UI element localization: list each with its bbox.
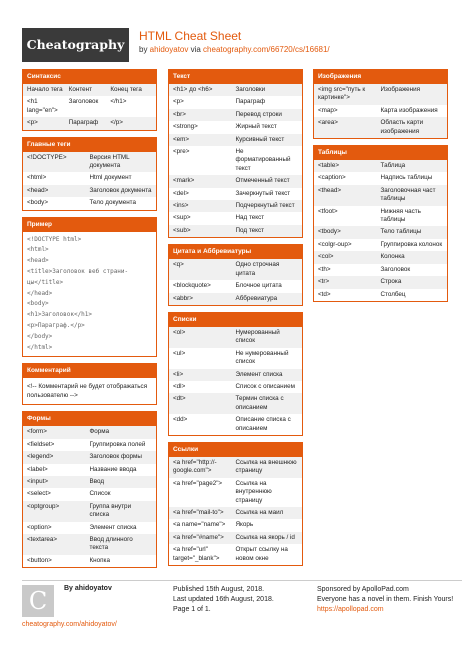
section-tables <box>313 145 448 302</box>
table-row <box>169 175 302 187</box>
table-row <box>169 146 302 175</box>
author-profile-link[interactable]: cheatography.com/ahidoyatov/ <box>22 621 117 628</box>
tag-cell: <li> <box>173 370 184 378</box>
table-row <box>314 105 447 117</box>
author-link[interactable]: ahidoyatov <box>149 45 189 54</box>
tag-cell: <a href="page2"> <box>173 479 223 487</box>
description-cell: Блочное цитата <box>235 282 282 290</box>
tag-cell: <strong> <box>173 123 198 131</box>
tag-cell: <br> <box>173 110 186 118</box>
section-body <box>314 84 447 138</box>
section-body <box>314 160 447 301</box>
table-row <box>23 426 156 438</box>
table-row <box>169 188 302 200</box>
table-row <box>169 393 302 414</box>
table-row <box>314 160 447 172</box>
table-row <box>23 152 156 173</box>
description-cell: Одно строчная цитата <box>235 261 280 277</box>
description-cell: Ссылка на маил <box>235 509 284 516</box>
description-cell: Зачеркнутый текст <box>235 189 291 197</box>
section-forms <box>22 411 157 568</box>
table-row <box>23 172 156 184</box>
tag-cell: <fieldset> <box>27 440 55 448</box>
tag-cell: <form> <box>27 428 47 436</box>
section-body <box>23 84 156 130</box>
tag-cell: <caption> <box>318 174 346 182</box>
published-date: Published 15th August, 2018. <box>173 586 265 593</box>
table-row <box>314 84 447 105</box>
table-row <box>314 276 447 288</box>
tag-cell: <a name="name"> <box>173 521 226 529</box>
description-cell: Термин списка с описанием <box>235 395 284 411</box>
description-cell: Карта изображения <box>380 106 438 114</box>
description-cell: Перевод строки <box>235 110 282 118</box>
tag-cell: <ol> <box>173 328 186 336</box>
tag-cell: <legend> <box>27 453 54 461</box>
description-cell: Ссылка на внешнюю страницу <box>235 458 297 475</box>
section-body <box>169 327 302 435</box>
section-title: Синтаксис <box>23 70 156 84</box>
cheatography-logo[interactable]: Cheatography <box>22 28 129 62</box>
sponsor-block <box>317 585 462 615</box>
table-row <box>169 327 302 348</box>
tag-cell: <p> <box>173 98 184 106</box>
description-cell: Строка <box>380 278 402 286</box>
table-row <box>23 96 156 117</box>
description-cell: Ссылка на внутреннюю страницу <box>235 479 272 504</box>
description-cell: Нумерованный список <box>235 328 280 345</box>
table-row <box>23 197 156 209</box>
table-row <box>314 239 447 251</box>
tag-cell: Начало тега <box>27 86 63 93</box>
description-cell: Элемент списка <box>89 523 137 531</box>
section-syntax <box>22 69 157 131</box>
tag-cell: <input> <box>27 478 49 486</box>
tag-cell: <abbr> <box>173 294 193 302</box>
table-row <box>314 289 447 301</box>
table-row <box>169 532 302 544</box>
description-cell: </p> <box>110 119 123 127</box>
page-title: HTML Cheat Sheet <box>139 29 242 43</box>
description-cell: Ссылка на якорь / id <box>235 533 295 541</box>
tag-cell: <a href="http://-google.com"> <box>173 458 217 475</box>
section-title: Главные теги <box>23 138 156 152</box>
description-cell: Тело таблицы <box>380 228 422 236</box>
section-text <box>168 69 303 238</box>
tag-cell: <button> <box>27 556 52 564</box>
table-row <box>23 464 156 476</box>
tag-cell: <table> <box>318 162 340 170</box>
section-title: Ссылки <box>169 443 302 457</box>
tag-cell: <thead> <box>318 186 342 194</box>
page-number: Page 1 of 1. <box>173 606 211 613</box>
tag-cell: <col> <box>318 253 334 261</box>
table-row <box>23 555 156 567</box>
table-row <box>169 414 302 435</box>
description-cell: Над текст <box>235 214 265 222</box>
table-row <box>169 259 302 280</box>
description-cell: Название ввода <box>89 465 137 473</box>
description-cell: Курсивный текст <box>235 135 285 143</box>
description-cell: Подчеркнутый текст <box>235 202 295 210</box>
tag-cell: <mark> <box>173 177 195 185</box>
section-quotes <box>168 244 303 306</box>
tag-cell: <textarea> <box>27 536 58 544</box>
section-links <box>168 442 303 566</box>
section-comment <box>22 363 157 405</box>
description-cell: Таблица <box>380 162 406 170</box>
section-example <box>22 217 157 358</box>
table-row <box>23 451 156 463</box>
table-row <box>169 96 302 108</box>
description-cell: Не форматированный текст <box>235 148 291 172</box>
description-cell: Ввод <box>89 478 105 486</box>
table-row <box>314 117 447 138</box>
table-row <box>169 293 302 305</box>
description-cell: Изображения <box>380 86 421 93</box>
description-cell: Конец тега <box>110 86 142 93</box>
sponsor-line: Sponsored by ApolloPad.com <box>317 586 409 593</box>
code-block: <!DOCTYPE html> <html> <head> <title>Заголовок веб страни- цы</title> </head> <body> <h1>Заголовок</h1> <p>Параграф.</p> </body> </html> <box>27 235 129 351</box>
table-row <box>23 185 156 197</box>
tag-cell: <img src="путь к картинке"> <box>318 86 366 102</box>
description-cell: Параграф <box>235 98 266 106</box>
description-cell: Описание списка с описанием <box>235 416 291 432</box>
table-row <box>169 200 302 212</box>
tag-cell: <sub> <box>173 226 191 234</box>
tag-cell: <h1 lang="en"> <box>27 98 58 114</box>
description-cell: Заголовочная част таблицы <box>380 186 436 203</box>
description-cell: Контент <box>68 86 92 93</box>
table-row <box>314 226 447 238</box>
tag-cell: <th> <box>318 265 331 273</box>
tag-cell: <p> <box>27 119 38 127</box>
section-body <box>23 152 156 210</box>
description-cell: Ввод длинного текста <box>89 536 133 552</box>
tag-cell: <td> <box>318 290 331 298</box>
table-row <box>23 476 156 488</box>
updated-date: Last updated 16th August, 2018. <box>173 596 274 603</box>
page-footer <box>22 580 462 660</box>
table-row <box>169 109 302 121</box>
description-cell: Не нумерованный список <box>235 349 289 366</box>
tag-cell: <a href="url" target="_blank"> <box>173 546 220 562</box>
tag-cell: <tbody> <box>318 228 341 236</box>
table-row <box>169 134 302 146</box>
tag-cell: <dd> <box>173 416 188 424</box>
tag-cell: <pre> <box>173 148 190 156</box>
description-cell: </h1> <box>110 98 127 106</box>
table-row <box>23 534 156 555</box>
tag-cell: <html> <box>27 174 47 182</box>
tag-cell: <ul> <box>173 349 186 357</box>
byline-prefix: by <box>139 45 150 54</box>
tag-cell: <tr> <box>318 278 330 286</box>
description-cell: Жирный текст <box>235 123 277 131</box>
description-cell: Открыт ссылку на новом окне <box>235 546 288 562</box>
section-title: Цитата и Аббревиатуры <box>169 245 302 259</box>
description-cell: Якорь <box>235 521 254 529</box>
table-row <box>314 172 447 184</box>
description-cell: Заголовок <box>380 265 411 273</box>
tag-cell: <colgr-oup> <box>318 240 352 248</box>
sponsor-text: Everyone has a novel in them. Finish Yours! <box>317 596 454 603</box>
description-cell: Аббревиатура <box>235 294 278 302</box>
table-row <box>23 488 156 500</box>
description-cell: Форма <box>89 428 110 436</box>
section-images <box>313 69 448 139</box>
description-cell: Версия HTML документа <box>89 153 130 170</box>
description-cell: Группировка колонок <box>380 240 443 248</box>
table-row <box>169 348 302 369</box>
tag-cell: <sup> <box>173 214 191 222</box>
section-body <box>169 84 302 237</box>
tag-cell: <option> <box>27 523 52 531</box>
tag-cell: <head> <box>27 186 49 194</box>
sponsor-link[interactable]: https://apollopad.com <box>317 606 384 613</box>
column-3 <box>313 69 448 308</box>
description-cell: Надпись таблицы <box>380 174 433 182</box>
description-cell: Html документ <box>89 174 132 182</box>
section-body <box>169 457 302 565</box>
table-row <box>169 478 302 507</box>
table-row <box>169 280 302 292</box>
table-row <box>314 264 447 276</box>
byline-via: via <box>188 45 204 54</box>
table-row <box>23 501 156 522</box>
tag-cell: <a href="mail-to"> <box>173 509 224 516</box>
table-row <box>314 185 447 206</box>
tag-cell: <q> <box>173 261 184 269</box>
tag-cell: <blockquote> <box>173 282 211 290</box>
column-1 <box>22 69 157 574</box>
publish-info <box>173 585 274 615</box>
tag-cell: <a href="#name"> <box>173 533 224 541</box>
table-row <box>314 251 447 263</box>
section-body <box>23 426 156 567</box>
description-cell: Параграф <box>68 119 99 127</box>
table-row <box>169 507 302 519</box>
table-row <box>23 522 156 534</box>
author-avatar[interactable]: C <box>22 585 54 617</box>
description-cell: Элемент списка <box>235 370 283 378</box>
section-title: Списки <box>169 313 302 327</box>
tag-cell: <em> <box>173 135 190 143</box>
column-2 <box>168 69 303 572</box>
tag-cell: <body> <box>27 199 49 207</box>
description-cell: Колонка <box>380 253 405 261</box>
footer-author: By ahidoyatov <box>64 585 112 592</box>
description-cell: Заголовки <box>235 86 266 93</box>
tag-cell: <del> <box>173 189 189 197</box>
tag-cell: <select> <box>27 490 51 498</box>
tag-cell: <label> <box>27 465 48 473</box>
description-cell: Заголовок <box>68 98 99 106</box>
table-row <box>169 381 302 393</box>
description-cell: Нижняя часть таблицы <box>380 207 421 224</box>
description-cell: Заголовок документа <box>89 186 152 194</box>
description-cell: Столбец <box>380 290 406 298</box>
section-lists <box>168 312 303 436</box>
tag-cell: <tfoot> <box>318 207 338 215</box>
table-row <box>169 457 302 478</box>
tag-cell: <ins> <box>173 202 189 210</box>
description-cell: Группировка полей <box>89 440 146 448</box>
tag-cell: <dl> <box>173 382 186 390</box>
comment-text: <!-- Комментарий не будет отображаться пользователю --> <box>27 383 148 400</box>
section-title: Формы <box>23 412 156 426</box>
table-row <box>169 225 302 237</box>
table-row <box>314 206 447 227</box>
section-main-tags <box>22 137 157 211</box>
description-cell: Список <box>89 490 111 498</box>
section-title: Таблицы <box>314 146 447 160</box>
section-title: Комментарий <box>23 364 156 378</box>
tag-cell: <dt> <box>173 395 186 403</box>
tag-cell: <area> <box>318 119 338 127</box>
tag-cell: <!DOCTYPE> <box>27 153 67 161</box>
section-title: Пример <box>23 218 156 232</box>
description-cell: Тело документа <box>89 199 136 207</box>
table-row <box>169 121 302 133</box>
table-row <box>23 84 156 96</box>
table-row <box>169 84 302 96</box>
tag-cell: <map> <box>318 106 338 114</box>
description-cell: Заголовок формы <box>89 453 142 461</box>
description-cell: Кнопка <box>89 556 110 564</box>
sheet-url-link[interactable]: cheatography.com/66720/cs/16681/ <box>203 45 330 54</box>
table-row <box>169 212 302 224</box>
description-cell: Отмеченный текст <box>235 177 290 185</box>
description-cell: Область карти изображения <box>380 119 424 135</box>
description-cell: Под текст <box>235 226 264 234</box>
table-row <box>169 519 302 531</box>
tag-cell: <optgroup> <box>27 502 60 510</box>
description-cell: Группа внутри списка <box>89 502 132 519</box>
section-title: Текст <box>169 70 302 84</box>
tag-cell: <h1> до <h6> <box>173 86 213 93</box>
table-row <box>169 544 302 565</box>
table-row <box>23 439 156 451</box>
section-title: Изображения <box>314 70 447 84</box>
byline <box>139 45 330 54</box>
page-header <box>22 28 462 62</box>
table-row <box>169 369 302 381</box>
section-body <box>169 259 302 305</box>
table-row <box>23 117 156 129</box>
description-cell: Список с описанием <box>235 382 296 390</box>
